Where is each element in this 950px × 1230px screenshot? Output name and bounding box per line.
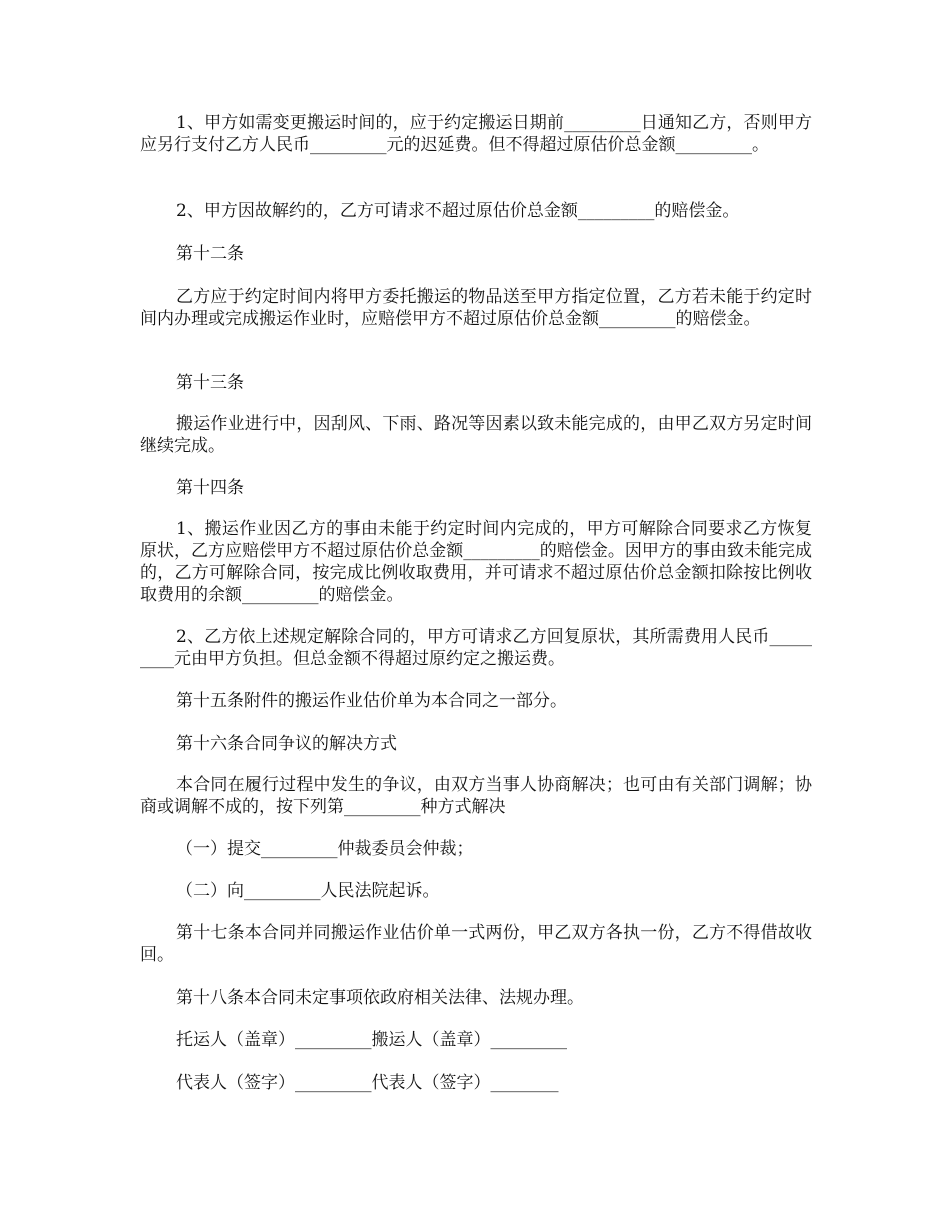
article-18: 第十八条本合同未定事项依政府相关法律、法规办理。 [176, 988, 584, 1008]
article-12-body: 乙方应于约定时间内将甲方委托搬运的物品送至甲方指定位置，乙方若未能于约定时间内办理或完成搬运作业时，应赔偿甲方不超过原估价总金额_________的赔偿金。 [140, 287, 812, 329]
dispute-option-1: （一）提交_________仲裁委员会仲裁； [176, 839, 474, 859]
article-13-heading: 第十三条 [176, 373, 244, 393]
article-16-heading: 第十六条合同争议的解决方式 [176, 734, 397, 754]
article-14-item-2: 2、乙方依上述规定解除合同的，甲方可请求乙方回复原状，其所需费用人民币_________元由甲方负担。但总金额不得超过原约定之搬运费。 [140, 627, 812, 669]
dispute-option-2: （二）向_________人民法院起诉。 [176, 881, 440, 901]
clause-11-item-2: 2、甲方因故解约的，乙方可请求不超过原估价总金额_________的赔偿金。 [176, 201, 740, 221]
article-17: 第十七条本合同并同搬运作业估价单一式两份，甲乙双方各执一份，乙方不得借故收回。 [140, 923, 812, 965]
article-16-body: 本合同在履行过程中发生的争议，由双方当事人协商解决；也可由有关部门调解；协商或调解不成的，按下列第_________种方式解决 [140, 775, 812, 817]
signature-line-sign: 代表人（签字）_________代表人（签字）________ [176, 1073, 559, 1093]
article-15: 第十五条附件的搬运作业估价单为本合同之一部分。 [176, 691, 567, 711]
article-13-body: 搬运作业进行中，因刮风、下雨、路况等因素以致未能完成的，由甲乙双方另定时间继续完成。 [140, 414, 812, 456]
article-14-heading: 第十四条 [176, 478, 244, 498]
signature-line-seal: 托运人（盖章）_________搬运人（盖章）_________ [176, 1030, 567, 1050]
article-14-item-1: 1、搬运作业因乙方的事由未能于约定时间内完成的，甲方可解除合同要求乙方恢复原状，乙方应赔偿甲方不超过原估价总金额_________的赔偿金。因甲方的事由致未能完成的，乙方可解除合同，按完成比例收取费用，并可请求不超过原估价总金额扣除按比例收取费用的余额_________的赔偿金。 [140, 519, 812, 605]
article-12-heading: 第十二条 [176, 244, 244, 264]
clause-11-item-1: 1、甲方如需变更搬运时间的，应于约定搬运日期前_________日通知乙方，否则甲方应另行支付乙方人民币_________元的迟延费。但不得超过原估价总金额_________。 [140, 113, 812, 155]
